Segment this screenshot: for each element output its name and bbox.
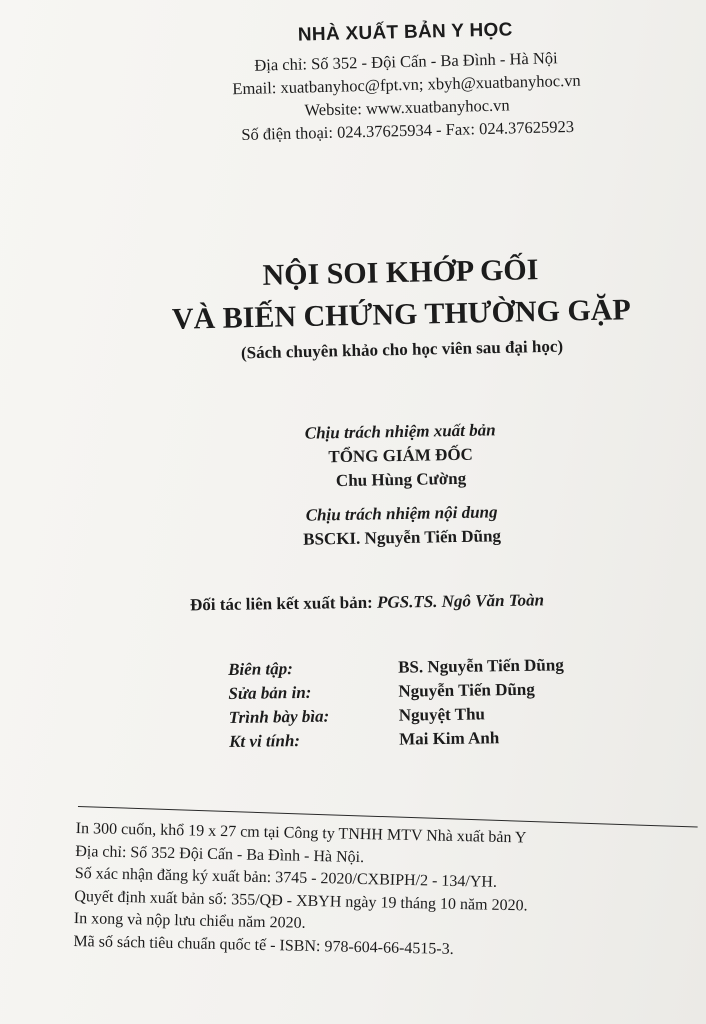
imprint-block	[73, 818, 696, 966]
book-title-line-2: VÀ BIẾN CHỨNG THƯỜNG GẶP	[171, 293, 632, 336]
publisher-name: NHÀ XUẤT BẢN Y HỌC	[297, 19, 513, 46]
publisher-email: Email: xuatbanyhoc@fpt.vn; xbyh@xuatbanyhoc.vn	[232, 70, 581, 99]
credit-value-cover-design: Nguyệt Thu	[398, 704, 486, 725]
credit-value-editor: BS. Nguyễn Tiến Dũng	[397, 655, 564, 677]
credit-value-proofreader: Nguyễn Tiến Dũng	[398, 679, 535, 701]
imprint-line-registration: Số xác nhận đăng ký xuất bản: 3745 - 2020/CXBIPH/2 - 134/YH.	[74, 864, 498, 891]
content-responsibility-person: BSCKI. Nguyễn Tiến Dũng	[303, 526, 502, 549]
partner-label: Đối tác liên kết xuất bản:	[189, 592, 373, 615]
credit-label-typesetter: Kt vi tính:	[229, 731, 301, 751]
book-title-block	[140, 247, 662, 366]
credit-row	[229, 726, 629, 756]
publisher-phone: Số điện thoại: 024.37625934 - Fax: 024.37625923	[241, 116, 575, 145]
imprint-line-deposit: In xong và nộp lưu chiểu năm 2020.	[73, 909, 306, 932]
credits-list	[228, 654, 629, 756]
credit-label-editor: Biên tập:	[228, 659, 293, 679]
content-responsibility-label: Chịu trách nhiệm nội dung	[305, 502, 498, 525]
publishing-responsibility-person: Chu Hùng Cường	[335, 468, 467, 491]
publishing-partner	[190, 589, 670, 616]
book-subtitle: (Sách chuyên khảo cho học viên sau đại học)	[240, 336, 564, 363]
credit-label-cover-design: Trình bày bìa:	[228, 706, 330, 727]
imprint-line-print-run: In 300 cuốn, khổ 19 x 27 cm tại Công ty TNHH MTV Nhà xuất bản Y	[75, 819, 527, 847]
imprint-line-isbn: Mã số sách tiêu chuẩn quốc tế - ISBN: 978-604-66-4515-3.	[73, 932, 454, 958]
publisher-website: Website: www.xuatbanyhoc.vn	[304, 95, 510, 120]
imprint-line-decision: Quyết định xuất bản số: 355/QĐ - XBYH ngày 19 tháng 10 năm 2020.	[74, 887, 528, 914]
partner-name: PGS.TS. Ngô Văn Toàn	[376, 590, 545, 612]
book-title-line-1: NỘI SOI KHỚP GỐI	[262, 253, 539, 292]
publishing-responsibility-label: Chịu trách nhiệm xuất bản	[304, 420, 496, 443]
publisher-address: Địa chỉ: Số 352 - Đội Cấn - Ba Đình - Hà Nội	[254, 48, 558, 75]
credit-value-typesetter: Mai Kim Anh	[398, 728, 500, 749]
responsibility-block	[250, 417, 552, 552]
publisher-block	[180, 17, 633, 148]
credit-label-proofreader: Sửa bản in:	[228, 682, 312, 703]
publishing-responsibility-role: TỔNG GIÁM ĐỐC	[328, 444, 474, 467]
imprint-line-address: Địa chỉ: Số 352 Đội Cấn - Ba Đình - Hà Nội.	[75, 842, 365, 866]
